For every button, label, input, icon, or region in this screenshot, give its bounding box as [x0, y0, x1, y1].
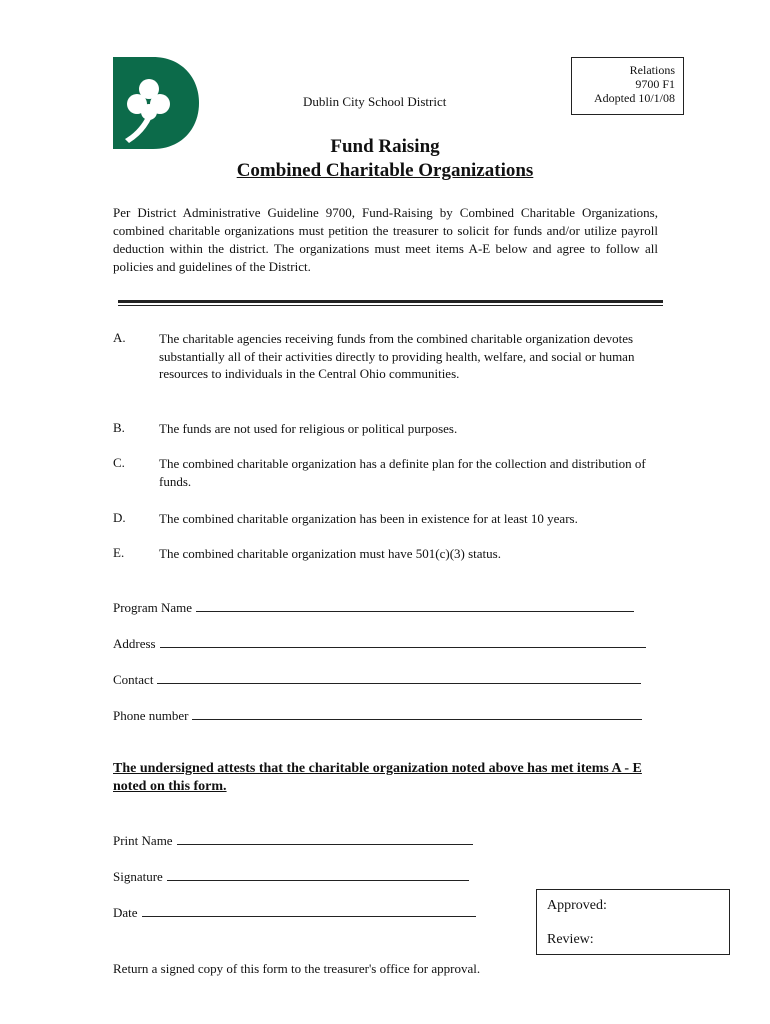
address-label: Address [113, 636, 156, 651]
divider-thick [118, 300, 663, 303]
item-text: The charitable agencies receiving funds from the combined charitable organization devotes substantially all of their activities directly to providing health, welfare, and social or human resources to individuals in the Central Ohio communities. [159, 331, 635, 381]
ref-code: 9700 F1 [635, 77, 675, 91]
item-letter: E. [113, 545, 125, 560]
contact-label: Contact [113, 672, 154, 687]
program-name-field[interactable] [113, 599, 634, 616]
district-name: Dublin City School District [303, 94, 447, 109]
item-text: The combined charitable organization must have 501(c)(3) status. [159, 546, 501, 561]
phone-field[interactable] [113, 707, 642, 724]
item-text: The funds are not used for religious or political purposes. [159, 421, 458, 436]
approved-label: Approved: [547, 898, 607, 913]
attestation-statement: The undersigned attests that the charitable organization noted above has met items A - E noted on this form. [113, 761, 642, 794]
program-name-label: Program Name [113, 600, 193, 615]
page-title: Fund Raising [330, 136, 440, 157]
print-name-line[interactable] [177, 832, 473, 845]
review-label: Review: [547, 932, 594, 947]
phone-line[interactable] [192, 707, 642, 720]
signature-label: Signature [113, 869, 163, 884]
contact-line[interactable] [157, 671, 641, 684]
divider-thin [118, 305, 663, 306]
intro-paragraph: Per District Administrative Guideline 9700, Fund-Raising by Combined Charitable Organizations, combined charitable organizations must petition the treasurer to solicit for funds and/or utilize payroll deduction within the district. The organizations must meet items A-E below and agree to follow all policies and guidelines of the District. [113, 205, 658, 274]
item-letter: A. [113, 330, 126, 345]
date-line[interactable] [142, 904, 476, 917]
date-field[interactable] [113, 904, 476, 921]
program-name-line[interactable] [196, 599, 634, 612]
signature-field[interactable] [113, 868, 469, 885]
address-line[interactable] [160, 635, 646, 648]
item-letter: B. [113, 420, 125, 435]
phone-label: Phone number [113, 708, 189, 723]
approval-box [536, 889, 730, 955]
ref-category: Relations [629, 63, 675, 77]
print-name-field[interactable] [113, 832, 473, 849]
item-letter: C. [113, 455, 125, 470]
policy-reference-box [571, 57, 684, 115]
footer-instruction: Return a signed copy of this form to the treasurer's office for approval. [113, 961, 481, 976]
signature-line[interactable] [167, 868, 469, 881]
ref-adopted: Adopted 10/1/08 [594, 91, 675, 105]
item-letter: D. [113, 510, 126, 525]
date-label: Date [113, 905, 138, 920]
print-name-label: Print Name [113, 833, 173, 848]
contact-field[interactable] [113, 671, 641, 688]
address-field[interactable] [113, 635, 646, 652]
item-text: The combined charitable organization has a definite plan for the collection and distribution of funds. [159, 456, 646, 489]
page-subtitle: Combined Charitable Organizations [236, 160, 534, 181]
item-text: The combined charitable organization has been in existence for at least 10 years. [159, 511, 578, 526]
